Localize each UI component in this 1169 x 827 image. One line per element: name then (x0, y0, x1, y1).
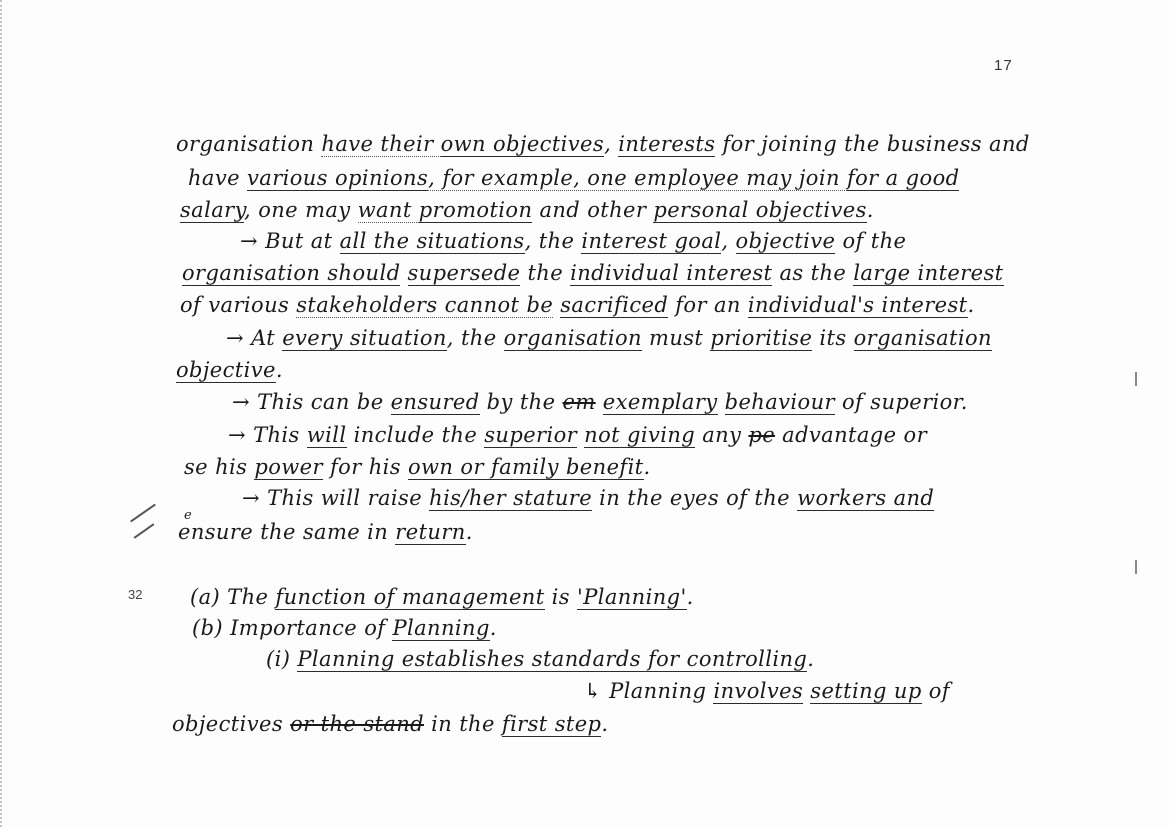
text-line-4: → But at all the situations, the interest goal, objective of the (240, 229, 907, 253)
answer-line-last: objectives or the stand in the first step. (172, 712, 609, 736)
edge-mark (1135, 372, 1137, 386)
answer-line-sub: ↳ Planning involves setting up of (584, 679, 950, 703)
text-line-7: → At every situation, the organisation must prioritise its organisation (226, 326, 992, 350)
page-number: 17 (994, 57, 1013, 74)
text-line-8: objective. (176, 358, 283, 382)
margin-stroke (134, 523, 155, 538)
answer-line-a: (a) The function of management is 'Planning'. (190, 585, 694, 609)
text-line-9: → This can be ensured by the em exemplary behaviour of superior. (232, 390, 968, 414)
text-line-6: of various stakeholders cannot be sacrificed for an individual's interest. (180, 293, 975, 317)
text-line-11: se his power for his own or family benefit. (184, 455, 651, 479)
text-line-12: → This will raise his/her stature in the eyes of the workers and (242, 486, 935, 510)
answer-line-b: (b) Importance of Planning. (192, 616, 497, 640)
text-line-13: ensure the same in return. (178, 520, 473, 544)
answer-line-i: (i) Planning establishes standards for controlling. (266, 647, 815, 671)
text-line-5: organisation should supersede the individual interest as the large interest (182, 261, 1004, 285)
text-line-3: salary, one may want promotion and other personal objectives. (180, 198, 874, 222)
text-line-2: have various opinions, for example, one employee may join for a good (188, 166, 960, 190)
text-line-1: organisation have their own objectives, interests for joining the business and (176, 132, 1030, 156)
margin-stroke (130, 504, 156, 523)
binding-edge (0, 0, 16, 827)
edge-mark (1135, 560, 1137, 574)
inserted-letter: e (184, 508, 192, 523)
question-number: 32 (128, 587, 143, 602)
text-line-10: → This will include the superior not giving any pe advantage or (228, 423, 928, 447)
